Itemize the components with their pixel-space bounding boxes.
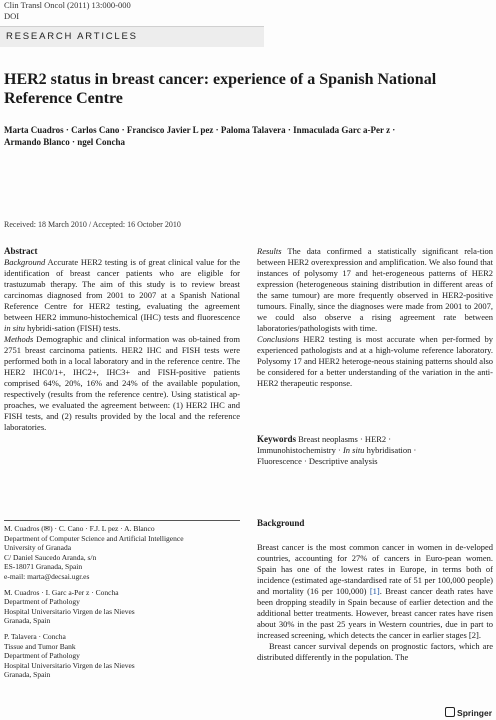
keywords-label: Keywords [257, 434, 296, 444]
methods-text: Demographic and clinical information was ob-tained from 2751 breast carcinoma patients. HER2 IHC and FISH tests were performed both in a local laboratory and in the reference centre. The HER2 IHC0/1+, IHC2+, IHC3+ and FISH-positive patients comprised 64%, 20%, 16% and 24% of the available population, respectively (results from the reference centre). Using statistical ap-proaches, we evaluated the agreement between: (1) HER2 IHC and FISH tests, and (2) results provided by the local and the reference laboratories. [4, 334, 240, 432]
conclusions-label: Conclusions [257, 334, 300, 344]
affiliation-group [4, 588, 240, 626]
doi-label: DOI [4, 11, 20, 21]
publisher-logo [445, 707, 492, 718]
section-banner-label: RESEARCH ARTICLES [6, 31, 138, 42]
results-text: The data confirmed a statistically significant rela-tion between HER2 overexpression and amplification. We also found that instances of polysomy 17 and het-erogeneous patterns of HER2 expression (heterogeneous staining distribution in different areas of the same tumour) are more frequently observed in HER2-positive tumours. Finally, since the diagnoses were made from 2001 to 2007, we could also observe a rising agreement rate between laboratories/pathologists with time. [257, 246, 493, 333]
footnote-divider [4, 520, 240, 521]
affiliation-line: M. Cuadros (✉) · C. Cano · F.J. L pez · A. Blanco [4, 524, 155, 533]
authors-line-2: Armando Blanco · ngel Concha [4, 137, 126, 147]
affiliation-line: University of Granada [4, 543, 72, 553]
article-title [4, 70, 474, 108]
affiliation-line: C/ Daniel Saucedo Aranda, s/n [4, 552, 97, 562]
abstract-results [257, 246, 493, 334]
affiliation-line: Department of Computer Science and Artificial Intelligence [4, 533, 184, 543]
keywords-text-2: Immunohistochemistry · [257, 445, 343, 455]
background-body [257, 542, 493, 663]
abstract-background [4, 257, 240, 334]
title-line-1: HER2 status in breast cancer: experience of a Spanish National [4, 71, 437, 88]
background-text-2: hybridi-sation (FISH) tests. [25, 323, 121, 333]
background-paragraph-1 [257, 542, 493, 641]
email-link[interactable]: e-mail: marta@decsai.ugr.es [4, 571, 90, 581]
abstract-methods [4, 334, 240, 433]
abstract-right-column [257, 246, 493, 389]
author-list [4, 124, 484, 148]
affiliation-line: Department of Pathology [4, 651, 80, 661]
abstract-left-column [4, 246, 240, 433]
reference-link[interactable]: [1] [369, 586, 380, 596]
background-paragraph-2: Breast cancer survival depends on prognostic factors, which are distributed differently in the population. The [257, 641, 493, 662]
methods-label: Methods [4, 334, 34, 344]
affiliation-line: Department of Pathology [4, 597, 80, 607]
springer-horse-icon [445, 707, 455, 717]
keywords-in-situ: In situ [342, 445, 365, 455]
affiliation-group [4, 524, 240, 582]
keywords-text-4: Fluorescence · Descriptive analysis [257, 456, 378, 466]
abstract-conclusions [257, 334, 493, 389]
affiliation-line: ES-18071 Granada, Spain [4, 562, 83, 572]
section-banner [0, 26, 264, 47]
background-heading: Background [257, 518, 305, 528]
publisher-name: Springer [457, 708, 492, 718]
title-line-2: Reference Centre [4, 90, 123, 107]
conclusions-text: HER2 testing is most accurate when per-formed by experienced pathologists and at a high-volume reference laboratory. Polysomy 17 and HER2 heteroge-neous staining patterns should also be considered for a better understanding of the variation in the anti-HER2 therapeutic response. [257, 334, 493, 388]
journal-header [4, 0, 131, 22]
affiliation-line: Hospital Universitario Virgen de las Nieves [4, 660, 135, 670]
received-date: Received: 18 March 2010 / Accepted: 16 October 2010 [4, 220, 181, 229]
keywords [257, 434, 493, 467]
in-situ-term: in situ [4, 323, 26, 333]
abstract-heading: Abstract [4, 246, 38, 256]
affiliation-line: P. Talavera · Concha [4, 631, 66, 641]
affiliations [4, 524, 240, 686]
affiliation-line: Hospital Universitario Virgen de las Nieves [4, 606, 135, 616]
affiliation-line: Tissue and Tumor Bank [4, 641, 76, 651]
affiliation-line: Granada, Spain [4, 616, 51, 626]
background-p1-text-2: . Breast cancer death rates have been dropping steadily in Spain because of earlier detection and the additional better treatments. However, breast cancer rates have risen about 30% in the past 25 years in Western countries, due in part to increased screening, which detects the cancer in earlier stages [2]. [257, 586, 494, 640]
journal-citation: Clin Transl Oncol (2011) 13:000-000 [4, 0, 131, 10]
background-p1-text: Breast cancer is the most common cancer in women in de-veloped countries, accounting for 27% of cancers in Euro-pean women. Spain has one of the lowest rates in Europe, in terms both of incidence (estimated age-standardised rate of 51 per 100,000 people) and mortality (16 per 100,000) [257, 542, 493, 596]
results-label: Results [257, 246, 282, 256]
background-label: Background [4, 257, 46, 267]
keywords-text-1: Breast neoplasms · HER2 · [296, 434, 392, 444]
affiliation-line: Granada, Spain [4, 670, 51, 680]
authors-line-1: Marta Cuadros · Carlos Cano · Francisco Javier L pez · Paloma Talavera · Inmaculada Garc a-Per z · [4, 125, 396, 135]
affiliation-group [4, 632, 240, 680]
keywords-text-3: hybridisation · [364, 445, 417, 455]
affiliation-line: M. Cuadros · I. Garc a-Per z · Concha [4, 587, 119, 597]
background-text: Accurate HER2 testing is of great clinical value for the identification of breast cancer patients who are eligible for trastuzumab therapy. The aim of this study is to review breast carcinomas diagnosed from 2001 to 2007 at a Spanish National Reference Centre for HER2 testing, evaluating the agreement between HER2 immuno-histochemical (IHC) tests and fluorescence [4, 257, 240, 322]
